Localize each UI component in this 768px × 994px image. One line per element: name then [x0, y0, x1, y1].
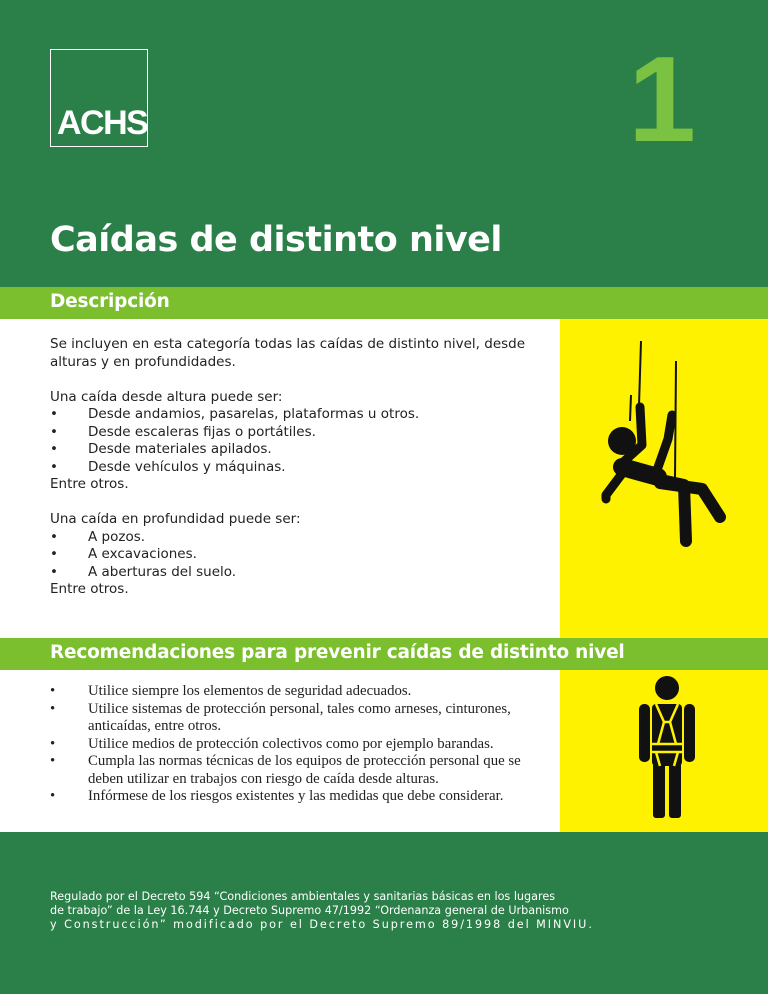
- falling-person-icon: [560, 319, 768, 638]
- descripcion-panel: [0, 319, 768, 638]
- list-item: • A excavaciones.: [50, 546, 530, 564]
- profundidad-list: [50, 529, 530, 582]
- harness-person-icon: [560, 670, 768, 832]
- altura-list: [50, 406, 530, 476]
- list-item: • Utilice medios de protección colectivos como por ejemplo barandas.: [50, 736, 528, 754]
- list-item: • Utilice sistemas de protección personal, tales como arneses, cinturones, anticaídas, entre otros.: [50, 701, 528, 736]
- page-number: 1: [628, 31, 696, 167]
- list-item: • Utilice siempre los elementos de seguridad adecuados.: [50, 683, 528, 701]
- altura-intro: Una caída desde altura puede ser:: [50, 388, 283, 405]
- descripcion-heading-bar: [0, 287, 768, 319]
- legal-footer: [50, 890, 594, 932]
- descripcion-intro-line: Se incluyen en esta categoría todas las caídas de distinto nivel, desde: [50, 336, 526, 352]
- footer-line: Regulado por el Decreto 594 “Condiciones ambientales y sanitarias básicas en los lugares: [50, 890, 556, 903]
- logo-text: ACHS: [57, 104, 148, 142]
- list-item: • Cumpla las normas técnicas de los equipos de protección personal que se deben utilizar en trabajos con riesgo de caída desde alturas.: [50, 753, 528, 788]
- list-item: • Infórmese de los riesgos existentes y las medidas que debe considerar.: [50, 788, 528, 806]
- footer-line: y Construcción” modificado por el Decreto Supremo 89/1998 del MINVIU.: [50, 918, 594, 931]
- descripcion-body: [50, 336, 530, 599]
- descripcion-illustration-panel: [560, 319, 768, 638]
- footer-line: de trabajo” de la Ley 16.744 y Decreto Supremo 47/1992 “Ordenanza general de Urbanismo: [50, 904, 569, 917]
- list-item: • A aberturas del suelo.: [50, 564, 530, 582]
- recomendaciones-list: [50, 683, 528, 806]
- recomendaciones-illustration-panel: [560, 670, 768, 832]
- list-item: • A pozos.: [50, 529, 530, 547]
- recomendaciones-heading: Recomendaciones para prevenir caídas de distinto nivel: [50, 642, 625, 663]
- list-item: • Desde escaleras fijas o portátiles.: [50, 424, 530, 442]
- recomendaciones-panel: [0, 670, 768, 832]
- page-title: Caídas de distinto nivel: [50, 220, 502, 260]
- list-item: • Desde materiales apilados.: [50, 441, 530, 459]
- list-item: • Desde andamios, pasarelas, plataformas u otros.: [50, 406, 530, 424]
- profundidad-intro: Una caída en profundidad puede ser:: [50, 511, 301, 527]
- descripcion-intro-line: alturas y en profundidades.: [50, 353, 236, 370]
- list-item: • Desde vehículos y máquinas.: [50, 459, 530, 477]
- recomendaciones-body: [50, 683, 528, 806]
- recomendaciones-heading-bar: [0, 638, 768, 670]
- profundidad-outro: Entre otros.: [50, 581, 129, 597]
- achs-logo: [50, 49, 148, 147]
- altura-outro: Entre otros.: [50, 476, 129, 492]
- descripcion-heading: Descripción: [50, 291, 170, 312]
